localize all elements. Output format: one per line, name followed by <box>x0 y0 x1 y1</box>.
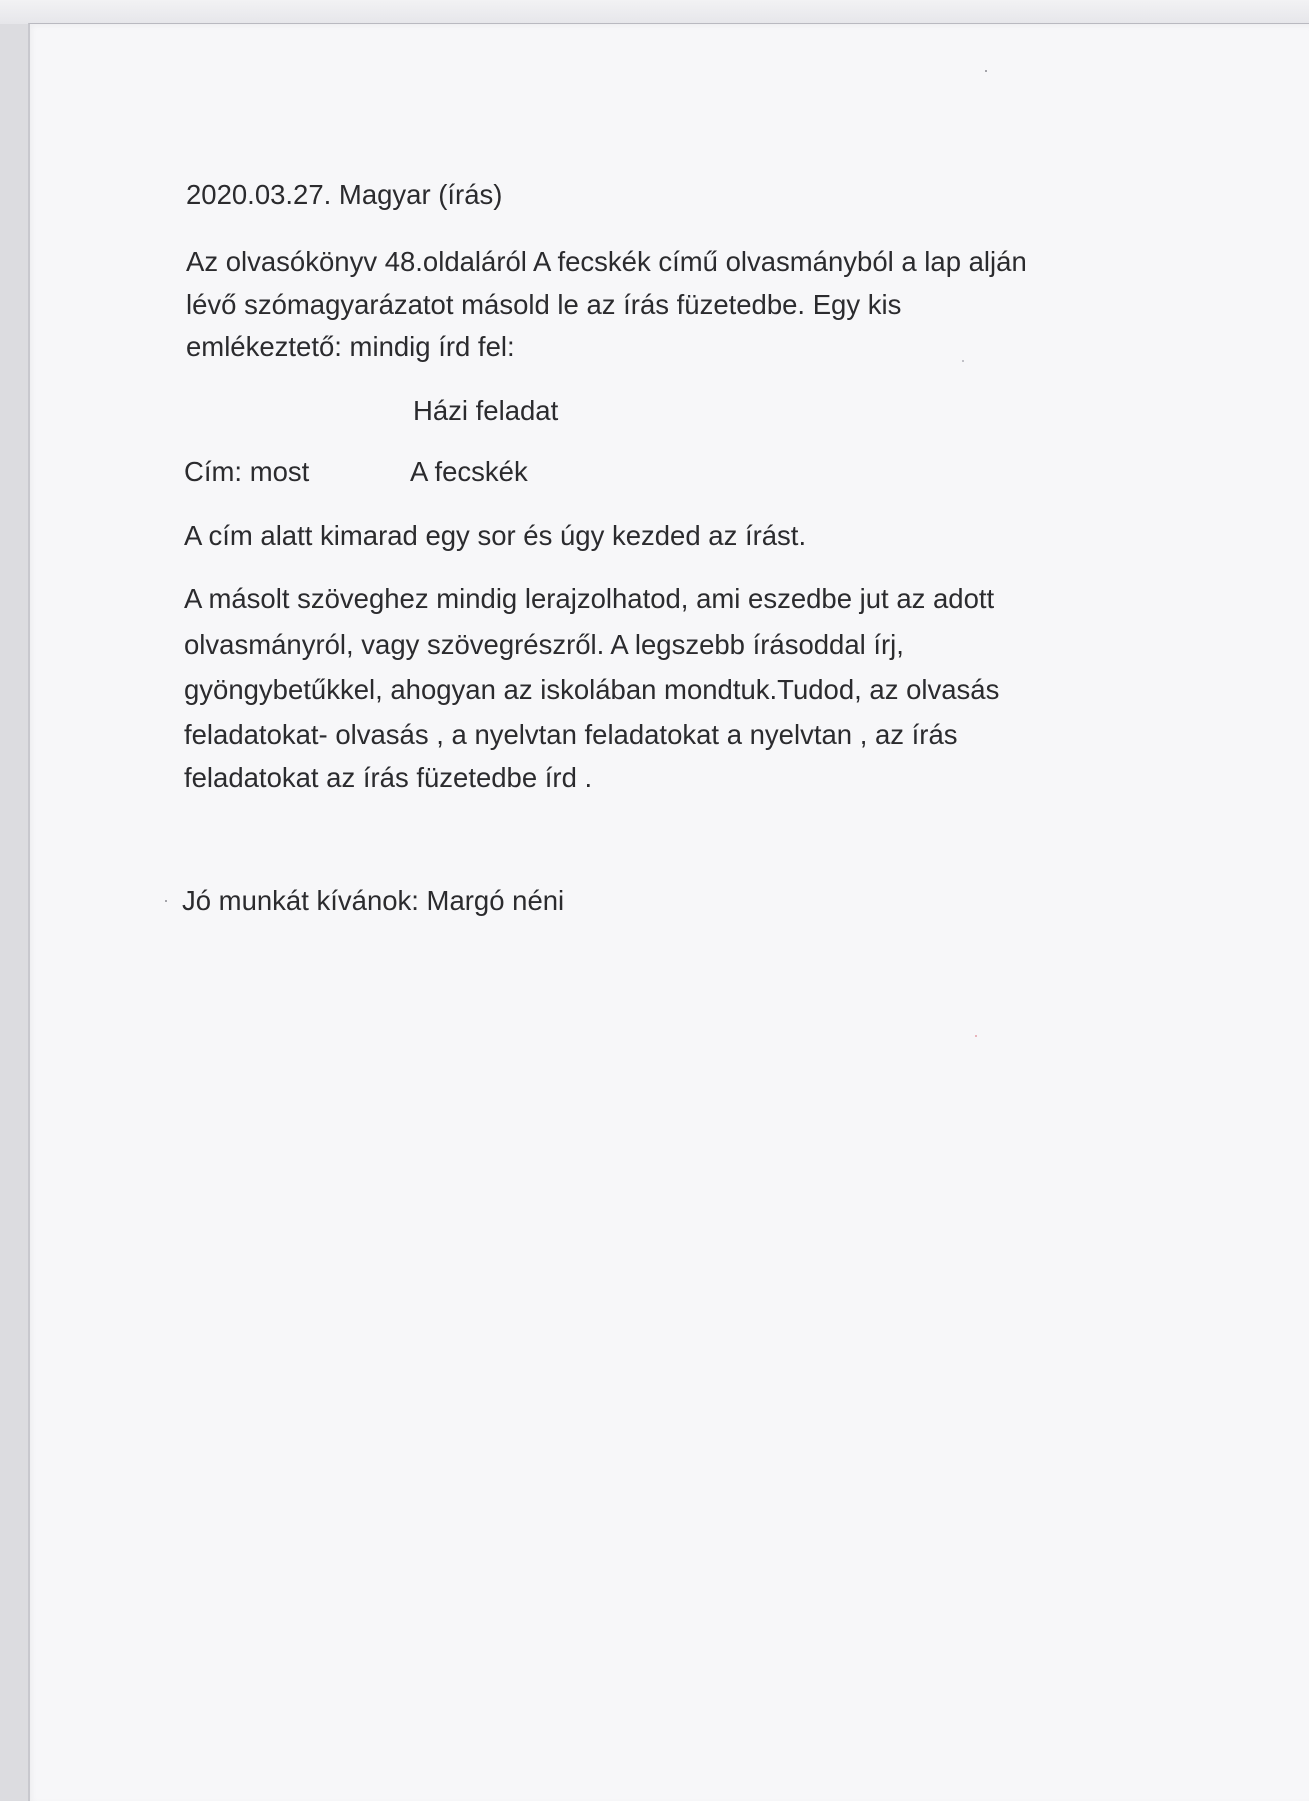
instruction-line: olvasmányról, vagy szövegrészről. A legszebb írásoddal írj, <box>184 629 904 660</box>
intro-line: Az olvasókönyv 48.oldaláról A fecskék című olvasmányból a lap alján <box>186 246 1027 277</box>
scan-speck <box>962 360 964 362</box>
title-label: Cím: most <box>184 456 310 487</box>
instruction-line: A másolt szöveghez mindig lerajzolhatod, ami eszedbe jut az adott <box>184 583 995 614</box>
instruction-line: feladatokat- olvasás , a nyelvtan feladatokat a nyelvtan , az írás <box>184 719 958 750</box>
scan-speck <box>975 1035 977 1037</box>
scan-edge <box>0 0 1309 24</box>
instruction-line: feladatokat az írás füzetedbe írd . <box>184 762 593 793</box>
intro-line: lévő szómagyarázatot másold le az írás füzetedbe. Egy kis <box>186 289 902 320</box>
homework-heading: Házi feladat <box>413 395 559 426</box>
signoff: Jó munkát kívánok: Margó néni <box>182 885 565 916</box>
scan-speck <box>165 900 167 902</box>
date-title: 2020.03.27. Magyar (írás) <box>186 179 503 210</box>
instruction-line: gyöngybetűkkel, ahogyan az iskolában mondtuk.Tudod, az olvasás <box>184 674 1000 705</box>
title-value: A fecskék <box>410 456 528 487</box>
intro-line: emlékeztető: mindig írd fel: <box>186 331 515 362</box>
scan-speck <box>985 70 987 72</box>
skip-line-note: A cím alatt kimarad egy sor és úgy kezded az írást. <box>184 520 807 551</box>
